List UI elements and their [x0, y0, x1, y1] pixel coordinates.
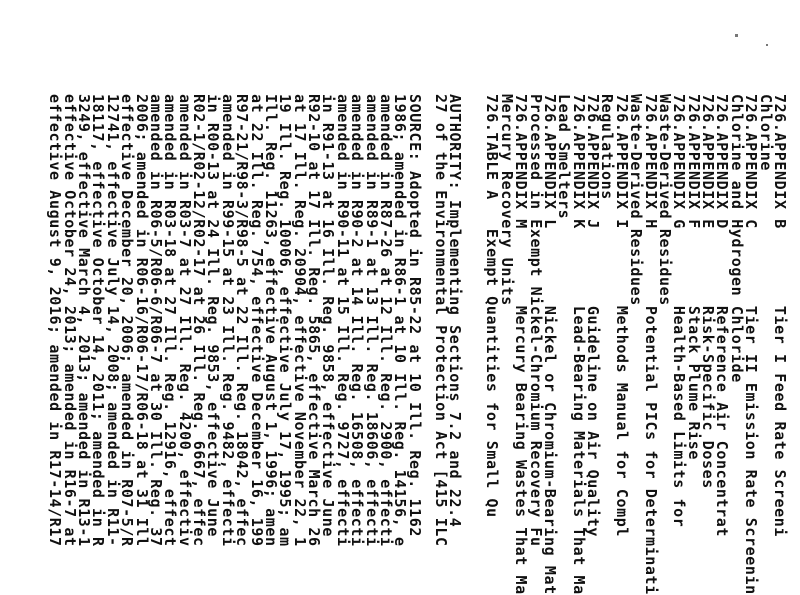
document-line: SOURCE: Adopted in R85-22 at 10 Ill. Reg. 1162: [405, 94, 424, 538]
document-line: amended in R90-11 at 15 Ill. Reg. 9727, effecti: [333, 94, 352, 547]
document-line: Chlorine: [756, 94, 775, 172]
document-line: R92-10 at 17 Ill. Reg. 5865, effective March 26: [305, 94, 324, 547]
document-line: Waste-Derived Residues: [655, 94, 674, 306]
document-line: 1986; amended in R86-1 at 10 Ill. Reg. 14156, e: [391, 94, 410, 547]
document-line: Lead Smelters: [555, 94, 574, 220]
document-line: 726.APPENDIX E Risk-Specific Doses: [699, 94, 718, 489]
document-line: in R91-13 at 16 Ill. Reg. 9858, effective June: [319, 94, 338, 538]
document-line: Waste-Derived Residues: [627, 94, 646, 306]
document-line: Mercury Recovery Units: [497, 94, 516, 306]
document-line: amended in R87-26 at 12 Ill. Reg. 2900, effecti: [377, 94, 395, 547]
document-line: amended in R06-5/R06-6/R06-7 at 30 Ill. Reg. 37: [146, 94, 165, 547]
document-line: amended in R99-15 at 23 Ill. Reg. 9482, effecti: [218, 94, 237, 547]
document-line: effective August 9, 2016; amended in R17-14/R17: [46, 94, 65, 547]
document-line: 726.APPENDIX M Mercury Bearing Wastes That Ma: [512, 94, 531, 595]
scan-speck: [766, 44, 768, 46]
document-line: 726.APPENDIX D Reference Air Concentrat: [713, 94, 732, 538]
document-line: 18117, effective October 14, 2011; amended in R: [89, 94, 108, 547]
document-line: R97-21/R98-3/R98-5 at 22 Ill. Reg. 18042, effec: [233, 94, 252, 547]
document-line: 2006; amended in R06-16/R06-17/R06-18 at 31 Ill: [132, 94, 151, 547]
document-line: 726.APPENDIX K Lead-Bearing Materials That Ma: [569, 94, 588, 595]
document-line: at 22 Ill. Reg. 754, effective December 16, 199: [247, 94, 266, 547]
document-line: at 17 Ill. Reg. 20904, effective November 22, 1: [290, 94, 309, 547]
document-line: 726.APPENDIX C Tier II Emission Rate Screenin: [742, 94, 761, 595]
document-line: 726.APPENDIX H Potential PICs for Determinati: [641, 94, 660, 595]
document-line: 726.APPENDIX B Tier I Feed Rate Screeni: [771, 94, 789, 538]
document-line: 19 Ill. Reg. 10006, effective July 17, 1995; am: [276, 94, 295, 547]
document-line: Regulations: [598, 94, 617, 200]
document-line: 27 of the Environmental Protection Act [415 ILC: [431, 94, 450, 547]
document-line: effective October 24, 2013; amended in R16-7 at: [60, 94, 79, 547]
document-line: Ill. Reg. 11263, effective August 1, 1996; amen: [261, 94, 280, 547]
document-line: 726.APPENDIX J Guideline on Air Quality: [584, 94, 603, 538]
document-line: amended in R03-18 at 27 Ill. Reg. 12916, effect: [161, 94, 180, 547]
document-line: 726.APPENDIX F Stack Plume Rise: [684, 94, 703, 460]
scan-speck: [735, 34, 738, 37]
document-line: in R00-13 at 24 Ill. Reg. 9853, effective June: [204, 94, 223, 538]
document-line: 726.TABLE A Exempt Quantities for Small Qu: [483, 94, 502, 518]
document-line: 726.APPENDIX I Methods Manual for Compl: [612, 94, 631, 538]
document-line: 726.APPENDIX G Health-Based Limits for: [670, 94, 689, 528]
document-line: 726.APPENDIX L Nickel or Chromium-Bearing Mat: [540, 94, 559, 595]
document-line: amended in R89-1 at 13 Ill. Reg. 18606, effecti: [362, 94, 381, 547]
document-line: AUTHORITY: Implementing Sections 7.2 and 22.4: [446, 94, 465, 528]
document-line: amended in R90-2 at 14 Ill. Reg. 16508, effecti: [348, 94, 367, 547]
document-line: effective December 20, 2006; amended in R07-5/R: [118, 94, 137, 547]
document-line: amended in R03-7 at 27 Ill. Reg. 4200, effectiv: [175, 94, 194, 547]
document-line: 12741, effective July 14, 2008; amended in R11-: [103, 94, 122, 547]
document-line: 3249, effective March 4, 2013; amended in R13-1: [75, 94, 94, 547]
document-line: Processed in Exempt Nickel-Chromium Recovery Fu: [526, 94, 545, 547]
document-line: Chlorine and Hydrogen Chloride: [727, 94, 746, 383]
document-line: R02-1/R02-12/R02-17 at 26 Ill. Reg. 6667, effec: [190, 94, 209, 547]
